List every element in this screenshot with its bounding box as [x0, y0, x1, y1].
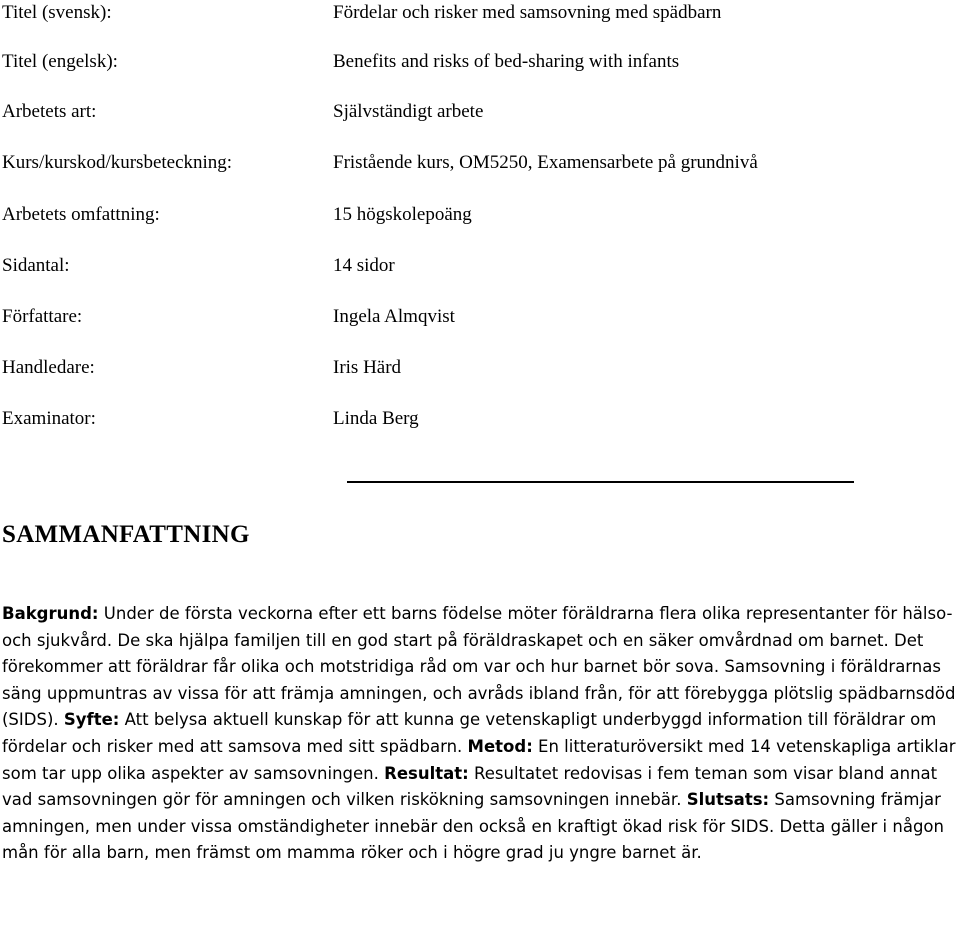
abstract-body [2, 601, 957, 867]
meta-value: Fristående kurs, OM5250, Examensarbete på grundnivå [333, 152, 758, 173]
meta-row-work-type [0, 101, 960, 127]
meta-value: 14 sidor [333, 255, 395, 276]
horizontal-divider [347, 481, 854, 483]
slutsats-label: Slutsats: [686, 790, 770, 810]
meta-row-examiner [0, 408, 960, 434]
meta-value: Iris Härd [333, 357, 402, 378]
meta-label: Arbetets omfattning: [2, 204, 160, 225]
meta-label: Examinator: [2, 408, 96, 429]
meta-label: Titel (svensk): [2, 2, 112, 23]
metod-text: En litteraturöversikt med 14 vetenskapliga artiklar som tar upp olika aspekter av samsovningen. [2, 736, 956, 783]
bakgrund-text: Under de första veckorna efter ett barns födelse möter föräldrarna flera olika representanter för hälso- och sjukvård. De ska hjälpa familjen till en god start på föräldraskapet och en säker omvårdnad om barnet. Det förekommer att föräldrar får olika och motstridiga råd om var och hur barnet bör sova. Samsovning i föräldrarnas säng uppmuntras av vissa för att främja amningen, och avråds ibland från, för att förebygga plötslig spädbarnsdöd (SIDS). [2, 604, 956, 730]
metod-label: Metod: [467, 736, 533, 756]
meta-label: Kurs/kurskod/kursbeteckning: [2, 152, 233, 173]
meta-row-scope [0, 204, 960, 230]
resultat-text: Resultatet redovisas i fem teman som visar bland annat vad samsovningen gör för amningen och vilken riskökning samsovningen innebär. [2, 763, 938, 810]
meta-row-supervisor [0, 357, 960, 383]
meta-row-title-english [0, 51, 960, 77]
meta-value: Linda Berg [333, 408, 419, 429]
meta-row-course [0, 152, 960, 178]
meta-label: Sidantal: [2, 255, 70, 276]
meta-row-page-count [0, 255, 960, 281]
syfte-text: Att belysa aktuell kunskap för att kunna ge vetenskapligt underbyggd information till föräldrar om fördelar och risker med att samsova med sitt spädbarn. [2, 710, 937, 756]
syfte-label: Syfte: [63, 710, 120, 730]
meta-label: Arbetets art: [2, 101, 97, 122]
meta-row-author [0, 306, 960, 332]
meta-row-title-swedish [0, 2, 960, 28]
meta-value: Benefits and risks of bed-sharing with infants [333, 51, 680, 72]
meta-value: 15 högskolepoäng [333, 204, 472, 225]
meta-value: Självständigt arbete [333, 101, 484, 122]
meta-label: Titel (engelsk): [2, 51, 118, 72]
slutsats-text: Samsovning främjar amningen, men under vissa omständigheter innebär den också en kraftigt ökad risk för SIDS. Detta gäller i någon mån för alla barn, men främst om mamma röker och i högre grad ju yngre barnet är. [2, 790, 944, 863]
meta-value: Ingela Almqvist [333, 306, 455, 327]
meta-label: Författare: [2, 306, 83, 327]
resultat-label: Resultat: [384, 763, 469, 783]
meta-value: Fördelar och risker med samsovning med spädbarn [333, 2, 722, 23]
bakgrund-label: Bakgrund: [2, 604, 99, 623]
meta-label: Handledare: [2, 357, 95, 378]
abstract-heading: SAMMANFATTNING [2, 521, 250, 548]
